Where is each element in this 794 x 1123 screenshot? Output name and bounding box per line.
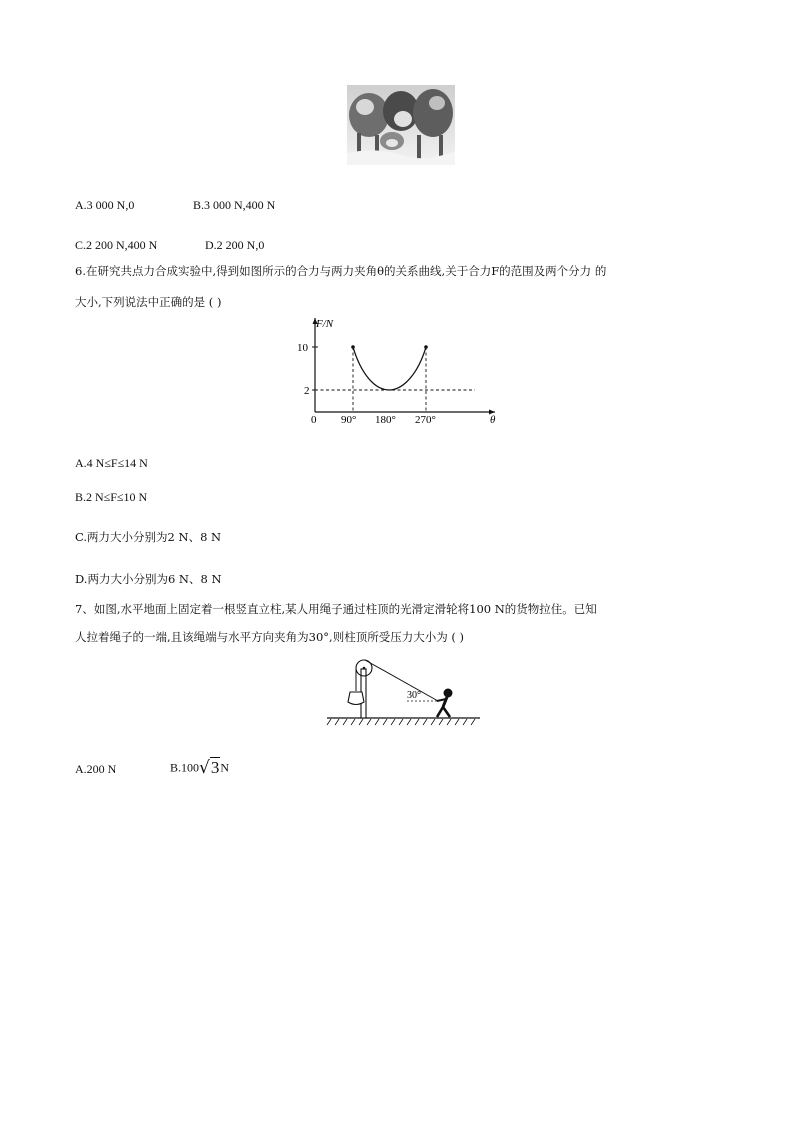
pulling-person: [437, 689, 452, 717]
q7-stem-line2: 人拉着绳子的一端,且该绳端与水平方向夹角为30°,则柱顶所受压力大小为 ( ): [75, 630, 464, 644]
y-tick-10: 10: [297, 342, 308, 354]
origin-label: 0: [311, 414, 317, 426]
q5-option-b: B.3 000 N,400 N: [193, 198, 276, 212]
wolves-photo: [347, 85, 455, 165]
q5-option-d: D.2 200 N,0: [205, 238, 265, 252]
q6-option-b: B.2 N≤F≤10 N: [75, 490, 148, 504]
q5-option-a: A.3 000 N,0: [75, 198, 135, 212]
y-axis-label: F/N: [316, 318, 334, 330]
force-angle-graph: [295, 312, 505, 427]
curve-endpoint-right: [424, 345, 428, 349]
q6-option-d: D.两力大小分别为6 N、8 N: [75, 572, 222, 586]
q7-option-b-radicand: 3: [210, 758, 220, 777]
resultant-curve: [353, 347, 426, 390]
x-tick-180: 180°: [375, 414, 396, 426]
y-tick-2: 2: [304, 385, 310, 397]
x-axis-label: θ: [490, 414, 496, 426]
q6-option-c: C.两力大小分别为2 N、8 N: [75, 530, 222, 544]
angle-label: 30°: [407, 690, 421, 701]
q6-stem-line1: 6.在研究共点力合成实验中,得到如图所示的合力与两力夹角θ的关系曲线,关于合力F的范围及两个分力 的: [75, 264, 607, 278]
q7-option-b-unit: N: [220, 760, 230, 775]
x-tick-270: 270°: [415, 414, 436, 426]
x-tick-90: 90°: [341, 414, 357, 426]
q6-option-a: A.4 N≤F≤14 N: [75, 456, 148, 470]
cargo-weight: [348, 692, 364, 705]
q7-stem-line1: 7、如图,水平地面上固定着一根竖直立柱,某人用绳子通过柱顶的光滑定滑轮将100 N的货物拉住。已知: [75, 602, 597, 616]
q7-option-a: A.200 N: [75, 762, 117, 776]
q6-stem-line2: 大小,下列说法中正确的是 ( ): [75, 295, 222, 309]
curve-endpoint-left: [351, 345, 355, 349]
pulley-figure: [325, 655, 485, 731]
q5-option-c: C.2 200 N,400 N: [75, 238, 158, 252]
pull-rope: [365, 660, 438, 701]
q7-option-b-prefix: B.100: [170, 760, 200, 775]
q7-option-b: [170, 758, 229, 778]
sqrt-icon: √: [199, 758, 210, 778]
ground-hatching: [327, 719, 475, 725]
